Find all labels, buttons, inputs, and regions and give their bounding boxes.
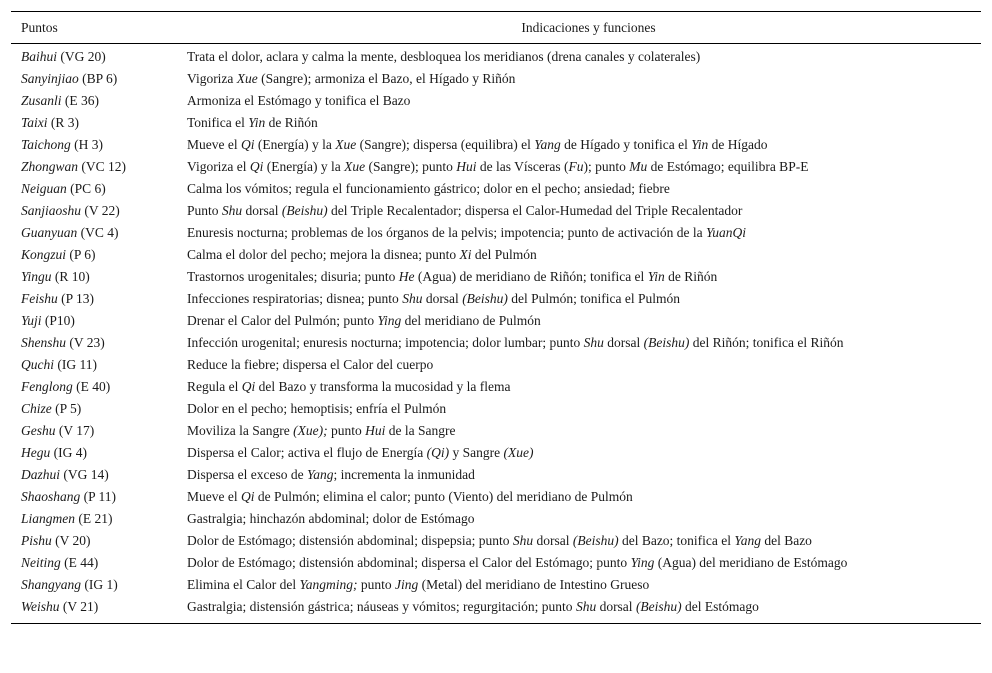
text-segment: del Triple Recalentador; dispersa el Calor-Humedad del Triple Recalentador bbox=[327, 203, 743, 218]
italic-term: Taichong bbox=[21, 137, 71, 152]
italic-term: Shu bbox=[575, 599, 597, 614]
point-cell bbox=[11, 332, 186, 354]
table-row bbox=[11, 376, 981, 398]
indication-cell bbox=[186, 90, 981, 112]
point-cell bbox=[11, 266, 186, 288]
table-row bbox=[11, 266, 981, 288]
text-segment: (Sangre); punto bbox=[365, 159, 457, 174]
italic-term: Shaoshang bbox=[21, 489, 81, 504]
text-segment: Drenar el Calor del Pulmón; punto bbox=[187, 313, 378, 328]
italic-term: (Beishu) bbox=[635, 599, 682, 614]
text-segment: Vigoriza el bbox=[187, 159, 250, 174]
point-cell bbox=[11, 134, 186, 156]
text-segment: Reduce la fiebre; dispersa el Calor del cuerpo bbox=[187, 357, 434, 372]
text-segment: (E 40) bbox=[72, 379, 111, 394]
text-segment: del Bazo y transforma la mucosidad y la flema bbox=[255, 379, 511, 394]
text-segment: del Pulmón bbox=[471, 247, 537, 262]
text-segment: del Estómago bbox=[681, 599, 759, 614]
text-segment: (V 21) bbox=[59, 599, 99, 614]
italic-term: Weishu bbox=[21, 599, 60, 614]
indication-cell bbox=[186, 464, 981, 486]
italic-term: Hui bbox=[456, 159, 477, 174]
italic-term: Xue bbox=[236, 71, 258, 86]
italic-term: Qi bbox=[240, 137, 255, 152]
italic-term: Ying bbox=[377, 313, 402, 328]
text-segment: (E 36) bbox=[61, 93, 100, 108]
table-row bbox=[11, 464, 981, 486]
text-segment: del Riñón; tonifica el Riñón bbox=[689, 335, 844, 350]
table-row bbox=[11, 200, 981, 222]
italic-term: Zhongwan bbox=[21, 159, 79, 174]
point-cell bbox=[11, 398, 186, 420]
italic-term: Kongzui bbox=[21, 247, 67, 262]
table-row bbox=[11, 420, 981, 442]
text-segment: del Bazo; tonifica el bbox=[618, 533, 735, 548]
indication-cell bbox=[186, 574, 981, 596]
italic-term: Zusanli bbox=[21, 93, 62, 108]
table-body bbox=[11, 44, 981, 624]
text-segment: (P 13) bbox=[57, 291, 94, 306]
text-segment: punto bbox=[327, 423, 366, 438]
text-segment: Punto bbox=[187, 203, 222, 218]
point-cell bbox=[11, 178, 186, 200]
italic-term: Mu bbox=[629, 159, 648, 174]
text-segment: Vigoriza bbox=[187, 71, 237, 86]
point-cell bbox=[11, 596, 186, 624]
italic-term: Xue bbox=[335, 137, 357, 152]
table-row bbox=[11, 68, 981, 90]
text-segment: Dispersa el exceso de bbox=[187, 467, 307, 482]
text-segment: de Pulmón; elimina el calor; punto (Viento) del meridiano de Pulmón bbox=[254, 489, 633, 504]
italic-term: Ying bbox=[630, 555, 655, 570]
text-segment: del meridiano de Pulmón bbox=[401, 313, 541, 328]
text-segment: Mueve el bbox=[187, 137, 241, 152]
indication-cell bbox=[186, 530, 981, 552]
italic-term: He bbox=[398, 269, 415, 284]
text-segment: (VG 20) bbox=[57, 49, 106, 64]
text-segment: Elimina el Calor del bbox=[187, 577, 300, 592]
text-segment: (IG 11) bbox=[54, 357, 97, 372]
italic-term: Hui bbox=[365, 423, 386, 438]
text-segment: Dolor en el pecho; hemoptisis; enfría el Pulmón bbox=[187, 401, 447, 416]
point-cell bbox=[11, 574, 186, 596]
indication-cell bbox=[186, 354, 981, 376]
text-segment: de la Sangre bbox=[385, 423, 456, 438]
italic-term: Guanyuan bbox=[21, 225, 78, 240]
text-segment: de Riñón bbox=[664, 269, 718, 284]
text-segment: Armoniza el Estómago y tonifica el Bazo bbox=[187, 93, 411, 108]
text-segment: (PC 6) bbox=[66, 181, 106, 196]
point-cell bbox=[11, 156, 186, 178]
point-cell bbox=[11, 464, 186, 486]
text-segment: dorsal bbox=[422, 291, 463, 306]
text-segment: (IG 1) bbox=[81, 577, 118, 592]
table-row bbox=[11, 354, 981, 376]
italic-term: Fu bbox=[568, 159, 584, 174]
indication-cell bbox=[186, 398, 981, 420]
text-segment: Gastralgia; distensión gástrica; náuseas y vómitos; regurgitación; punto bbox=[187, 599, 576, 614]
text-segment: (R 10) bbox=[51, 269, 90, 284]
text-segment: de Hígado y tonifica el bbox=[560, 137, 692, 152]
italic-term: Yin bbox=[647, 269, 665, 284]
italic-term: (Xue); bbox=[293, 423, 328, 438]
indication-cell bbox=[186, 508, 981, 530]
text-segment: Trata el dolor, aclara y calma la mente, desbloquea los meridianos (drena canales y colaterales) bbox=[187, 49, 701, 64]
italic-term: Sanjiaoshu bbox=[21, 203, 82, 218]
text-segment: (Sangre); dispersa (equilibra) el bbox=[356, 137, 535, 152]
italic-term: (Beishu) bbox=[462, 291, 508, 306]
indication-cell bbox=[186, 200, 981, 222]
italic-term: (Xue) bbox=[503, 445, 534, 460]
indication-cell bbox=[186, 112, 981, 134]
text-segment: Infecciones respiratorias; disnea; punto bbox=[187, 291, 403, 306]
indication-cell bbox=[186, 376, 981, 398]
point-cell bbox=[11, 530, 186, 552]
italic-term: Yingu bbox=[21, 269, 52, 284]
text-segment: punto bbox=[357, 577, 396, 592]
table-row bbox=[11, 530, 981, 552]
indication-cell bbox=[186, 442, 981, 464]
indication-cell bbox=[186, 156, 981, 178]
italic-term: Neiting bbox=[21, 555, 61, 570]
table-row bbox=[11, 44, 981, 69]
indication-cell bbox=[186, 222, 981, 244]
italic-term: Qi bbox=[241, 379, 256, 394]
text-segment: Infección urogenital; enuresis nocturna; impotencia; dolor lumbar; punto bbox=[187, 335, 584, 350]
italic-term: Shenshu bbox=[21, 335, 66, 350]
table-row bbox=[11, 178, 981, 200]
italic-term: Pishu bbox=[21, 533, 52, 548]
italic-term: Yang bbox=[306, 467, 334, 482]
text-segment: (R 3) bbox=[47, 115, 80, 130]
text-segment: (E 44) bbox=[60, 555, 99, 570]
point-cell bbox=[11, 222, 186, 244]
text-segment: Trastornos urogenitales; disuria; punto bbox=[187, 269, 399, 284]
header-col-indicaciones: Indicaciones y funciones bbox=[186, 12, 981, 44]
italic-term: Yin bbox=[691, 137, 709, 152]
italic-term: Fenglong bbox=[21, 379, 73, 394]
text-segment: (Metal) del meridiano de Intestino Grueso bbox=[418, 577, 650, 592]
text-segment: (H 3) bbox=[70, 137, 104, 152]
text-segment: (P 5) bbox=[51, 401, 82, 416]
point-cell bbox=[11, 244, 186, 266]
indication-cell bbox=[186, 134, 981, 156]
italic-term: Jing bbox=[395, 577, 419, 592]
text-segment: Regula el bbox=[187, 379, 242, 394]
italic-term: Feishu bbox=[21, 291, 58, 306]
table-row bbox=[11, 156, 981, 178]
point-cell bbox=[11, 112, 186, 134]
table-row bbox=[11, 90, 981, 112]
point-cell bbox=[11, 310, 186, 332]
italic-term: Xue bbox=[344, 159, 366, 174]
text-segment: Calma los vómitos; regula el funcionamiento gástrico; dolor en el pecho; ansiedad; fiebre bbox=[187, 181, 670, 196]
text-segment: (P 11) bbox=[80, 489, 117, 504]
point-cell bbox=[11, 420, 186, 442]
italic-term: Quchi bbox=[21, 357, 54, 372]
text-segment: (V 20) bbox=[51, 533, 91, 548]
text-segment: (Agua) del meridiano de Estómago bbox=[654, 555, 848, 570]
table-row bbox=[11, 442, 981, 464]
point-cell bbox=[11, 200, 186, 222]
text-segment: dorsal bbox=[533, 533, 573, 548]
table-row bbox=[11, 552, 981, 574]
point-cell bbox=[11, 508, 186, 530]
italic-term: (Beishu) bbox=[281, 203, 328, 218]
italic-term: Shangyang bbox=[21, 577, 81, 592]
text-segment: (BP 6) bbox=[78, 71, 118, 86]
text-segment: (Sangre); armoniza el Bazo, el Hígado y Riñón bbox=[257, 71, 516, 86]
italic-term: Dazhui bbox=[21, 467, 61, 482]
table-row bbox=[11, 112, 981, 134]
text-segment: (IG 4) bbox=[50, 445, 87, 460]
italic-term: Taixi bbox=[21, 115, 48, 130]
point-cell bbox=[11, 68, 186, 90]
text-segment: (P10) bbox=[41, 313, 75, 328]
text-segment: (VG 14) bbox=[60, 467, 109, 482]
table-header bbox=[11, 12, 981, 44]
text-segment: Dispersa el Calor; activa el flujo de Energía bbox=[187, 445, 427, 460]
text-segment: (V 22) bbox=[81, 203, 120, 218]
acupuncture-table-container bbox=[11, 11, 981, 624]
indication-cell bbox=[186, 420, 981, 442]
table-row bbox=[11, 398, 981, 420]
text-segment: ; incrementa la inmunidad bbox=[333, 467, 475, 482]
table-row bbox=[11, 596, 981, 624]
italic-term: Yin bbox=[248, 115, 266, 130]
point-cell bbox=[11, 90, 186, 112]
text-segment: Dolor de Estómago; distensión abdominal; dispepsia; punto bbox=[187, 533, 513, 548]
point-cell bbox=[11, 552, 186, 574]
text-segment: del Pulmón; tonifica el Pulmón bbox=[507, 291, 681, 306]
text-segment: (VC 12) bbox=[78, 159, 127, 174]
italic-term: Hegu bbox=[21, 445, 51, 460]
table-row bbox=[11, 486, 981, 508]
italic-term: Shu bbox=[402, 291, 423, 306]
point-cell bbox=[11, 376, 186, 398]
italic-term: Yang bbox=[734, 533, 761, 548]
text-segment: (V 23) bbox=[66, 335, 105, 350]
text-segment: Dolor de Estómago; distensión abdominal; dispersa el Calor del Estómago; punto bbox=[187, 555, 631, 570]
text-segment: del Bazo bbox=[760, 533, 812, 548]
point-cell bbox=[11, 44, 186, 69]
text-segment: dorsal bbox=[596, 599, 636, 614]
italic-term: Shu bbox=[583, 335, 604, 350]
italic-term: Shu bbox=[512, 533, 534, 548]
point-cell bbox=[11, 486, 186, 508]
italic-term: (Beishu) bbox=[572, 533, 619, 548]
italic-term: Yangming; bbox=[299, 577, 358, 592]
text-segment: Tonifica el bbox=[187, 115, 249, 130]
indication-cell bbox=[186, 486, 981, 508]
italic-term: Shu bbox=[221, 203, 243, 218]
indication-cell bbox=[186, 332, 981, 354]
table-row bbox=[11, 222, 981, 244]
indication-cell bbox=[186, 288, 981, 310]
italic-term: Baihui bbox=[21, 49, 57, 64]
indication-cell bbox=[186, 68, 981, 90]
text-segment: Gastralgia; hinchazón abdominal; dolor de Estómago bbox=[187, 511, 475, 526]
text-segment: (E 21) bbox=[75, 511, 113, 526]
table-row bbox=[11, 574, 981, 596]
point-cell bbox=[11, 288, 186, 310]
italic-term: YuanQi bbox=[706, 225, 747, 240]
text-segment: (Energía) y la bbox=[254, 137, 336, 152]
point-cell bbox=[11, 442, 186, 464]
italic-term: Liangmen bbox=[21, 511, 75, 526]
header-col-puntos: Puntos bbox=[11, 12, 186, 44]
text-segment: (V 17) bbox=[55, 423, 95, 438]
text-segment: (Energía) y la bbox=[263, 159, 345, 174]
text-segment: (P 6) bbox=[66, 247, 96, 262]
text-segment: de Estómago; equilibra BP-E bbox=[647, 159, 809, 174]
text-segment: (VC 4) bbox=[77, 225, 119, 240]
italic-term: (Beishu) bbox=[643, 335, 690, 350]
table-row bbox=[11, 310, 981, 332]
text-segment: dorsal bbox=[242, 203, 282, 218]
italic-term: Xi bbox=[459, 247, 472, 262]
table-row bbox=[11, 332, 981, 354]
italic-term: Neiguan bbox=[21, 181, 67, 196]
header-row bbox=[11, 12, 981, 44]
italic-term: Yang bbox=[534, 137, 561, 152]
italic-term: Qi bbox=[240, 489, 255, 504]
indication-cell bbox=[186, 552, 981, 574]
italic-term: Chize bbox=[21, 401, 52, 416]
text-segment: Moviliza la Sangre bbox=[187, 423, 294, 438]
italic-term: (Qi) bbox=[426, 445, 450, 460]
text-segment: (Agua) de meridiano de Riñón; tonifica el bbox=[414, 269, 648, 284]
text-segment: de Hígado bbox=[708, 137, 768, 152]
indication-cell bbox=[186, 266, 981, 288]
indication-cell bbox=[186, 244, 981, 266]
text-segment: de las Vísceras ( bbox=[476, 159, 569, 174]
indication-cell bbox=[186, 310, 981, 332]
text-segment: Mueve el bbox=[187, 489, 241, 504]
indication-cell bbox=[186, 596, 981, 624]
text-segment: Calma el dolor del pecho; mejora la disnea; punto bbox=[187, 247, 460, 262]
indication-cell bbox=[186, 44, 981, 69]
text-segment: ); punto bbox=[583, 159, 630, 174]
table-row bbox=[11, 134, 981, 156]
italic-term: Geshu bbox=[21, 423, 56, 438]
indication-cell bbox=[186, 178, 981, 200]
italic-term: Sanyinjiao bbox=[21, 71, 79, 86]
acupuncture-points-table bbox=[11, 11, 981, 624]
italic-term: Yuji bbox=[21, 313, 42, 328]
table-row bbox=[11, 244, 981, 266]
text-segment: de Riñón bbox=[265, 115, 318, 130]
italic-term: Qi bbox=[249, 159, 264, 174]
table-row bbox=[11, 508, 981, 530]
table-row bbox=[11, 288, 981, 310]
point-cell bbox=[11, 354, 186, 376]
text-segment: dorsal bbox=[603, 335, 644, 350]
text-segment: Enuresis nocturna; problemas de los órganos de la pelvis; impotencia; punto de activación de la bbox=[187, 225, 706, 240]
text-segment: y Sangre bbox=[449, 445, 504, 460]
